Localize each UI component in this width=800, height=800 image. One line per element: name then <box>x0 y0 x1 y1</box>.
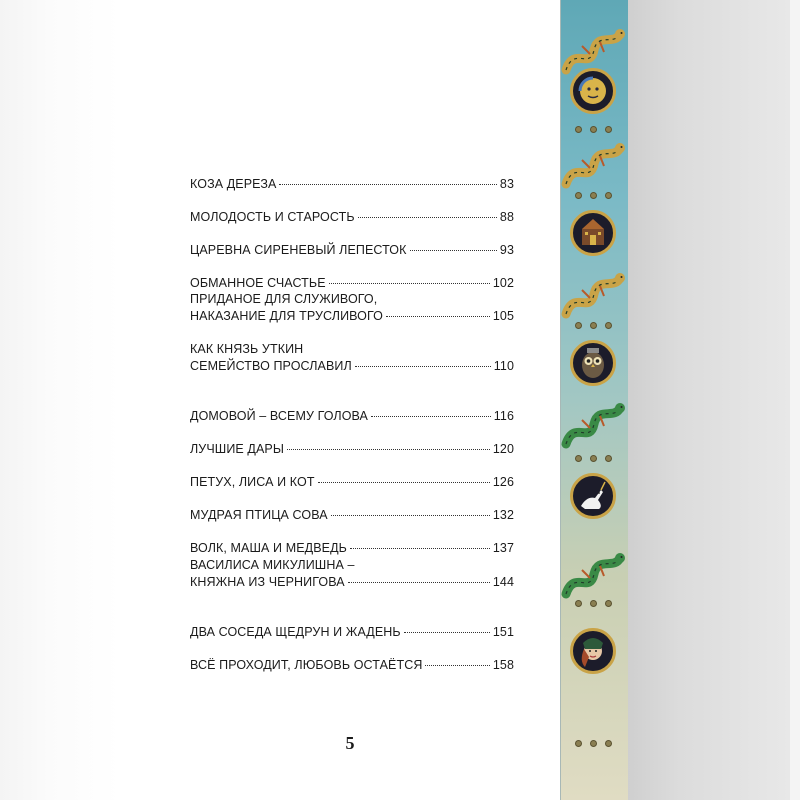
dot-leader <box>404 632 490 633</box>
toc-entry-title: КАК КНЯЗЬ УТКИН <box>190 342 304 356</box>
ornament-stud <box>605 322 612 329</box>
toc-entry-title: ЦАРЕВНА СИРЕНЕВЫЙ ЛЕПЕСТОК <box>190 243 407 257</box>
toc-entry-title: СЕМЕЙСТВО ПРОСЛАВИЛ <box>190 359 352 373</box>
owl-icon <box>570 340 616 386</box>
page-gutter-shadow <box>0 0 120 800</box>
toc-entry-title: НАКАЗАНИЕ ДЛЯ ТРУСЛИВОГО <box>190 309 383 323</box>
toc-entry-line-final <box>190 474 514 490</box>
toc-entry <box>190 507 514 524</box>
ornament-stud <box>605 192 612 199</box>
dot-leader <box>279 184 496 185</box>
toc-entry-title: КОЗА ДЕРЕЗА <box>190 177 277 191</box>
unicorn-icon <box>570 473 616 519</box>
toc-entry-line-final <box>190 408 514 424</box>
ornament-stud <box>590 322 597 329</box>
toc-entry-line-final <box>190 657 514 673</box>
toc-entry-line-final <box>190 624 514 640</box>
toc-entry <box>190 441 514 458</box>
dot-leader <box>410 250 497 251</box>
ornament-stud <box>575 192 582 199</box>
toc-entry-title: ВОЛК, МАША И МЕДВЕДЬ <box>190 541 347 555</box>
dot-leader <box>386 316 490 317</box>
toc-entry-line-final <box>190 308 514 324</box>
princess-portrait-icon <box>570 628 616 674</box>
toc-entry-page: 151 <box>492 625 514 639</box>
toc-entry-title: ПРИДАНОЕ ДЛЯ СЛУЖИВОГО, <box>190 292 378 306</box>
dragon-icon <box>560 24 628 85</box>
ornament-stud <box>575 322 582 329</box>
ornament-stud <box>590 126 597 133</box>
toc-entry-title: МУДРАЯ ПТИЦА СОВА <box>190 508 328 522</box>
ornament-stud <box>605 455 612 462</box>
toc-entry-page: 144 <box>492 575 514 589</box>
toc-entry-line <box>190 291 514 307</box>
toc-entry-line-final <box>190 507 514 523</box>
toc-entry <box>190 176 514 193</box>
toc-entry <box>190 624 514 641</box>
toc-entry-line-final <box>190 176 514 192</box>
toc-entry-title: ЛУЧШИЕ ДАРЫ <box>190 442 285 456</box>
toc-entry-line-final <box>190 242 514 258</box>
toc-entry <box>190 540 514 557</box>
toc-entry <box>190 408 514 425</box>
ornament-stud <box>605 126 612 133</box>
ornament-stud <box>590 192 597 199</box>
toc-entry-page: 120 <box>492 442 514 456</box>
dot-leader <box>355 366 491 367</box>
toc-entry-page: 116 <box>493 409 514 423</box>
toc-entry <box>190 242 514 259</box>
ornament-stud <box>575 600 582 607</box>
toc-entry-title: КНЯЖНА ИЗ ЧЕРНИГОВА <box>190 575 345 589</box>
dot-leader <box>331 515 490 516</box>
dot-leader <box>329 283 490 284</box>
toc-entry-title: ВАСИЛИСА МИКУЛИШНА – <box>190 558 355 572</box>
toc-entry-title: ДОМОВОЙ – ВСЕМУ ГОЛОВА <box>190 409 368 423</box>
toc-entry-title: ДВА СОСЕДА ЩЕДРУН И ЖАДЕНЬ <box>190 625 401 639</box>
toc-entry <box>190 474 514 491</box>
toc-entry-line-final <box>190 540 514 556</box>
dragon-icon <box>560 268 628 329</box>
dragon-icon <box>560 398 628 459</box>
toc-entry-page: 93 <box>499 243 514 257</box>
toc-entry-title: МОЛОДОСТЬ И СТАРОСТЬ <box>190 210 355 224</box>
ornament-stud <box>590 740 597 747</box>
ornament-stud <box>575 740 582 747</box>
toc-entry-line <box>190 557 514 573</box>
right-margin <box>628 0 800 800</box>
ornament-stud <box>605 740 612 747</box>
toc-entry-page: 158 <box>492 658 514 672</box>
dot-leader <box>348 582 490 583</box>
toc-entry-line-final <box>190 358 514 374</box>
toc-entry-page: 132 <box>492 508 514 522</box>
dot-leader <box>350 548 490 549</box>
toc-entry <box>190 209 514 226</box>
dot-leader <box>287 449 490 450</box>
ornament-stud <box>590 600 597 607</box>
toc-entry <box>190 341 514 375</box>
toc-entry-page: 102 <box>492 276 514 290</box>
toc-entry-page: 83 <box>499 177 514 191</box>
toc-entry <box>190 657 514 674</box>
toc-entry-line-final <box>190 209 514 225</box>
page-edge <box>790 0 800 800</box>
ornament-stud <box>575 455 582 462</box>
dot-leader <box>425 665 489 666</box>
toc-entry-page: 105 <box>492 309 514 323</box>
toc-entry-page: 137 <box>492 541 514 555</box>
dragon-icon <box>560 138 628 199</box>
toc-entry <box>190 557 514 591</box>
toc-entry-page: 110 <box>493 359 514 373</box>
toc-entry <box>190 291 514 325</box>
toc-entry-line-final <box>190 441 514 457</box>
toc-entry-line <box>190 341 514 357</box>
castle-icon <box>570 210 616 256</box>
ornament-stud <box>590 455 597 462</box>
dot-leader <box>371 416 491 417</box>
page-number: 5 <box>345 733 355 753</box>
dot-leader <box>358 217 497 218</box>
ornament-stud <box>605 600 612 607</box>
toc-entry-title: ОБМАННОЕ СЧАСТЬЕ <box>190 276 326 290</box>
toc-entry-page: 126 <box>492 475 514 489</box>
ornament-stud <box>575 126 582 133</box>
dot-leader <box>318 482 490 483</box>
toc-entry-line-final <box>190 275 514 291</box>
toc-entry-line-final <box>190 574 514 590</box>
toc-entry <box>190 275 514 292</box>
toc-entry-title: ПЕТУХ, ЛИСА И КОТ <box>190 475 315 489</box>
toc-entry-page: 88 <box>499 210 514 224</box>
toc-entry-title: ВСЁ ПРОХОДИТ, ЛЮБОВЬ ОСТАЁТСЯ <box>190 658 423 672</box>
